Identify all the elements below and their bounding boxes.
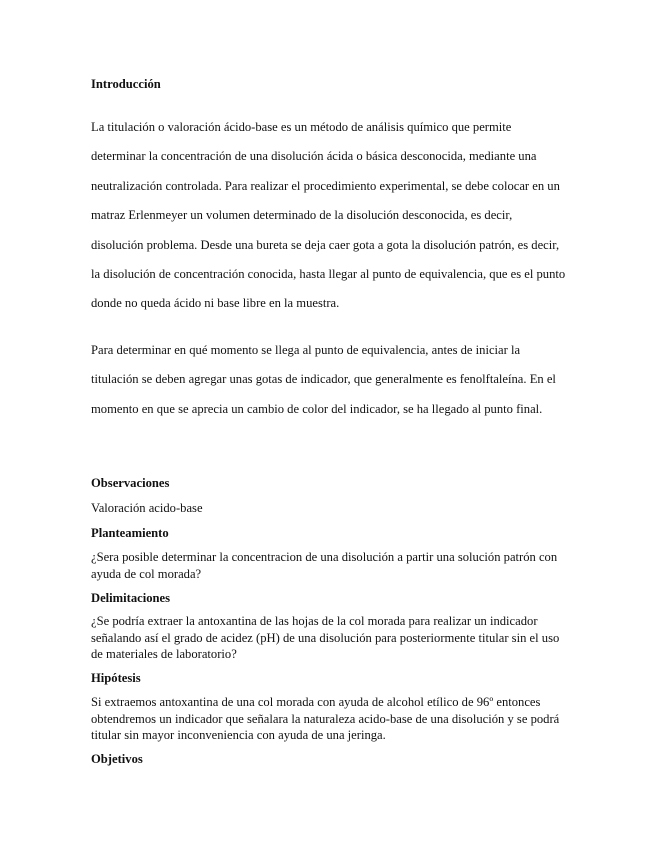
- hipotesis-text: Si extraemos antoxantina de una col morada con ayuda de alcohol etílico de 96º entonces obtendremos un indicador que señalara la naturaleza acido-base de una disolución y se podrá titular sin mayor inconveniencia con ayuda de una jeringa.: [91, 695, 560, 742]
- section-heading-planteamiento: Planteamiento: [91, 526, 169, 540]
- intro-paragraph-1: La titulación o valoración ácido-base es un método de análisis químico que permite determinar la concentración de una disolución ácida o básica desconocida, mediante una neutralización controlada. Para realizar el procedimiento experimental, se debe colocar en un matraz Erlenmeyer un volumen determinado de la disolución desconocida, es decir, disolución problema. Desde una bureta se deja caer gota a gota la disolución patrón, es decir, la disolución de concentración conocida, hasta llegar al punto de equivalencia, que es el punto donde no queda ácido ni base libre en la muestra.: [91, 120, 566, 311]
- observaciones-text: Valoración acido-base: [91, 501, 203, 515]
- intro-paragraph-2: Para determinar en qué momento se llega al punto de equivalencia, antes de iniciar la titulación se deben agregar unas gotas de indicador, que generalmente es fenolftaleína. En el momento en que se aprecia un cambio de color del indicador, se ha llegado al punto final.: [91, 343, 556, 416]
- delimitaciones-text: ¿Se podría extraer la antoxantina de las hojas de la col morada para realizar un indicador señalando así el grado de acidez (pH) de una disolución para posteriormente titular sin el uso de materiales de laboratorio?: [91, 614, 560, 661]
- section-heading-objetivos: Objetivos: [91, 752, 143, 766]
- section-heading-delimitaciones: Delimitaciones: [91, 591, 171, 605]
- section-heading-observaciones: Observaciones: [91, 476, 170, 490]
- planteamiento-text: ¿Sera posible determinar la concentracion de una disolución a partir una solución patrón con ayuda de col morada?: [91, 550, 558, 581]
- section-heading-hipotesis: Hipótesis: [91, 671, 141, 685]
- section-heading-introduccion: Introducción: [91, 77, 161, 91]
